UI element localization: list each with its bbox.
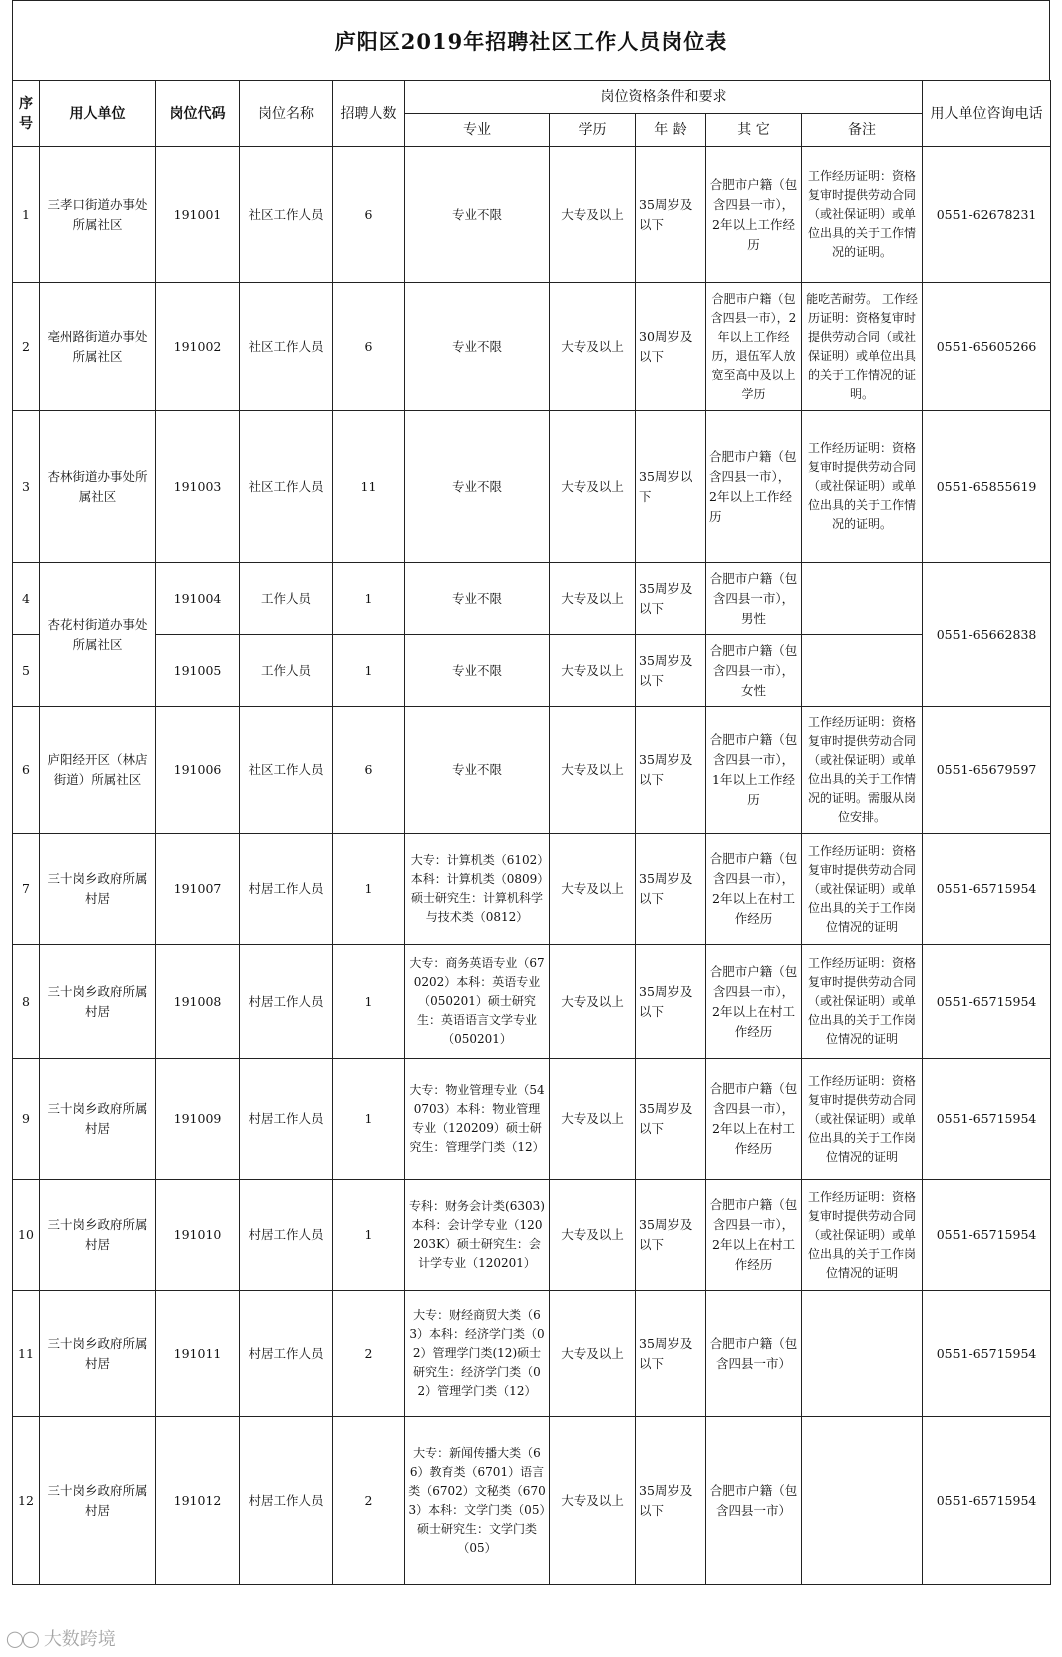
header-education: 学历	[550, 114, 636, 147]
cell-post: 村居工作人员	[240, 1291, 333, 1417]
cell-unit: 亳州路街道办事处所属社区	[40, 283, 156, 411]
cell-phone: 0551-65715954	[923, 834, 1051, 945]
cell-remark: 工作经历证明：资格复审时提供劳动合同（或社保证明）或单位出具的关于工作岗位情况的证明	[802, 834, 923, 945]
header-post: 岗位名称	[240, 81, 333, 147]
table-row	[13, 1417, 1051, 1585]
cell-education: 大专及以上	[550, 1417, 636, 1585]
table-row	[13, 1059, 1051, 1180]
cell-remark: 工作经历证明：资格复审时提供劳动合同（或社保证明）或单位出具的关于工作情况的证明。	[802, 411, 923, 563]
cell-other: 合肥市户籍（包含四县一市），2年以上工作经历	[706, 411, 802, 563]
cell-unit: 三十岗乡政府所属村居	[40, 1059, 156, 1180]
cell-post: 村居工作人员	[240, 1059, 333, 1180]
cell-remark: 工作经历证明：资格复审时提供劳动合同（或社保证明）或单位出具的关于工作岗位情况的证明	[802, 1059, 923, 1180]
cell-remark	[802, 1417, 923, 1585]
cell-education: 大专及以上	[550, 147, 636, 283]
cell-remark	[802, 563, 923, 635]
cell-post: 村居工作人员	[240, 1180, 333, 1291]
cell-age: 35周岁及以下	[636, 147, 706, 283]
cell-code: 191001	[156, 147, 240, 283]
cell-major: 大专：财经商贸大类（63）本科：经济学门类（02）管理学门类(12)硕士研究生：经济学门类（02）管理学门类（12）	[405, 1291, 550, 1417]
cell-post: 工作人员	[240, 563, 333, 635]
cell-code: 191007	[156, 834, 240, 945]
cell-other: 合肥市户籍（包含四县一市），女性	[706, 635, 802, 707]
cell-major: 专业不限	[405, 283, 550, 411]
cell-remark	[802, 635, 923, 707]
cell-phone: 0551-65715954	[923, 1291, 1051, 1417]
table-row	[13, 945, 1051, 1059]
watermark-logo-icon: ◯◯	[6, 1628, 38, 1648]
cell-phone: 0551-65605266	[923, 283, 1051, 411]
cell-phone: 0551-65715954	[923, 1417, 1051, 1585]
header-major: 专业	[405, 114, 550, 147]
cell-code: 191003	[156, 411, 240, 563]
cell-education: 大专及以上	[550, 411, 636, 563]
header-phone: 用人单位咨询电话	[923, 81, 1051, 147]
cell-age: 35周岁及以下	[636, 945, 706, 1059]
cell-unit: 三十岗乡政府所属村居	[40, 834, 156, 945]
cell-phone: 0551-65662838	[923, 563, 1051, 707]
cell-post: 工作人员	[240, 635, 333, 707]
header-code: 岗位代码	[156, 81, 240, 147]
cell-remark: 工作经历证明：资格复审时提供劳动合同（或社保证明）或单位出具的关于工作岗位情况的证明	[802, 945, 923, 1059]
cell-age: 35周岁及以下	[636, 1417, 706, 1585]
table-row	[13, 635, 1051, 707]
cell-age: 35周岁及以下	[636, 563, 706, 635]
cell-phone: 0551-62678231	[923, 147, 1051, 283]
cell-phone: 0551-65679597	[923, 707, 1051, 834]
cell-code: 191010	[156, 1180, 240, 1291]
cell-age: 35周岁及以下	[636, 1059, 706, 1180]
header-other: 其 它	[706, 114, 802, 147]
cell-seq: 10	[13, 1180, 40, 1291]
cell-other: 合肥市户籍（包含四县一市）	[706, 1417, 802, 1585]
cell-code: 191012	[156, 1417, 240, 1585]
cell-major: 大专：商务英语专业（670202）本科：英语专业（050201）硕士研究生：英语语言文学专业（050201）	[405, 945, 550, 1059]
cell-unit: 三十岗乡政府所属村居	[40, 1417, 156, 1585]
cell-count: 11	[333, 411, 405, 563]
cell-count: 6	[333, 283, 405, 411]
table-row	[13, 147, 1051, 283]
cell-other: 合肥市户籍（包含四县一市），2年以上在村工作经历	[706, 1180, 802, 1291]
cell-count: 1	[333, 1059, 405, 1180]
cell-education: 大专及以上	[550, 1180, 636, 1291]
cell-other: 合肥市户籍（包含四县一市），2年以上在村工作经历	[706, 1059, 802, 1180]
watermark-text: 大数跨境	[43, 1629, 116, 1650]
watermark	[6, 1625, 116, 1651]
cell-age: 35周岁及以下	[636, 1180, 706, 1291]
cell-phone: 0551-65715954	[923, 1180, 1051, 1291]
cell-code: 191002	[156, 283, 240, 411]
cell-education: 大专及以上	[550, 834, 636, 945]
job-table	[12, 80, 1051, 1585]
cell-phone: 0551-65715954	[923, 1059, 1051, 1180]
header-remark: 备注	[802, 114, 923, 147]
cell-major: 专科：财务会计类(6303)本科：会计学专业（120203K）硕士研究生：会计学专业（120201）	[405, 1180, 550, 1291]
cell-other: 合肥市户籍（包含四县一市）	[706, 1291, 802, 1417]
cell-count: 6	[333, 147, 405, 283]
cell-education: 大专及以上	[550, 283, 636, 411]
cell-major: 专业不限	[405, 411, 550, 563]
cell-post: 社区工作人员	[240, 411, 333, 563]
cell-seq: 9	[13, 1059, 40, 1180]
cell-post: 社区工作人员	[240, 707, 333, 834]
table-row	[13, 411, 1051, 563]
cell-seq: 12	[13, 1417, 40, 1585]
cell-major: 大专：计算机类（6102）本科：计算机类（0809）硕士研究生：计算机科学与技术类（0812）	[405, 834, 550, 945]
cell-unit: 三孝口街道办事处所属社区	[40, 147, 156, 283]
cell-major: 大专：物业管理专业（540703）本科：物业管理专业（120209）硕士研究生：管理学门类（12）	[405, 1059, 550, 1180]
document-page	[12, 0, 1050, 1657]
cell-major: 大专：新闻传播大类（66）教育类（6701）语言类（6702）文秘类（6703）本科：文学门类（05）硕士研究生：文学门类（05）	[405, 1417, 550, 1585]
table-row	[13, 707, 1051, 834]
cell-major: 专业不限	[405, 147, 550, 283]
cell-education: 大专及以上	[550, 635, 636, 707]
cell-education: 大专及以上	[550, 945, 636, 1059]
cell-code: 191008	[156, 945, 240, 1059]
cell-seq: 1	[13, 147, 40, 283]
cell-code: 191006	[156, 707, 240, 834]
cell-age: 30周岁及以下	[636, 283, 706, 411]
cell-count: 1	[333, 1180, 405, 1291]
cell-remark: 工作经历证明：资格复审时提供劳动合同（或社保证明）或单位出具的关于工作情况的证明。	[802, 147, 923, 283]
cell-seq: 3	[13, 411, 40, 563]
cell-seq: 7	[13, 834, 40, 945]
cell-other: 合肥市户籍（包含四县一市），2年以上工作经历，退伍军人放宽至高中及以上学历	[706, 283, 802, 411]
cell-seq: 5	[13, 635, 40, 707]
cell-code: 191011	[156, 1291, 240, 1417]
cell-post: 社区工作人员	[240, 283, 333, 411]
header-requirements: 岗位资格条件和要求	[405, 81, 923, 114]
cell-remark: 工作经历证明：资格复审时提供劳动合同（或社保证明）或单位出具的关于工作情况的证明。需服从岗位安排。	[802, 707, 923, 834]
cell-count: 6	[333, 707, 405, 834]
cell-unit: 三十岗乡政府所属村居	[40, 945, 156, 1059]
cell-seq: 8	[13, 945, 40, 1059]
cell-code: 191004	[156, 563, 240, 635]
cell-count: 2	[333, 1291, 405, 1417]
table-row	[13, 283, 1051, 411]
cell-post: 村居工作人员	[240, 834, 333, 945]
cell-age: 35周岁以下	[636, 411, 706, 563]
header-age: 年 龄	[636, 114, 706, 147]
cell-unit: 杏林街道办事处所属社区	[40, 411, 156, 563]
cell-age: 35周岁及以下	[636, 707, 706, 834]
cell-phone: 0551-65855619	[923, 411, 1051, 563]
table-row	[13, 1180, 1051, 1291]
cell-age: 35周岁及以下	[636, 635, 706, 707]
cell-code: 191009	[156, 1059, 240, 1180]
cell-unit: 三十岗乡政府所属村居	[40, 1291, 156, 1417]
cell-post: 社区工作人员	[240, 147, 333, 283]
table-row	[13, 834, 1051, 945]
cell-count: 2	[333, 1417, 405, 1585]
table-row	[13, 563, 1051, 635]
cell-major: 专业不限	[405, 707, 550, 834]
cell-code: 191005	[156, 635, 240, 707]
header-count: 招聘人数	[333, 81, 405, 147]
cell-education: 大专及以上	[550, 563, 636, 635]
cell-seq: 11	[13, 1291, 40, 1417]
cell-other: 合肥市户籍（包含四县一市），2年以上工作经历	[706, 147, 802, 283]
cell-remark	[802, 1291, 923, 1417]
cell-other: 合肥市户籍（包含四县一市），2年以上在村工作经历	[706, 834, 802, 945]
cell-other: 合肥市户籍（包含四县一市），2年以上在村工作经历	[706, 945, 802, 1059]
cell-other: 合肥市户籍（包含四县一市），男性	[706, 563, 802, 635]
cell-seq: 2	[13, 283, 40, 411]
cell-other: 合肥市户籍（包含四县一市），1年以上工作经历	[706, 707, 802, 834]
cell-unit: 杏花村街道办事处所属社区	[40, 563, 156, 707]
page-title: 庐阳区2019年招聘社区工作人员岗位表	[12, 0, 1050, 80]
cell-education: 大专及以上	[550, 1291, 636, 1417]
cell-post: 村居工作人员	[240, 945, 333, 1059]
cell-education: 大专及以上	[550, 1059, 636, 1180]
cell-unit: 庐阳经开区（林店街道）所属社区	[40, 707, 156, 834]
cell-remark: 工作经历证明：资格复审时提供劳动合同（或社保证明）或单位出具的关于工作岗位情况的证明	[802, 1180, 923, 1291]
cell-count: 1	[333, 834, 405, 945]
cell-phone: 0551-65715954	[923, 945, 1051, 1059]
header-seq: 序号	[13, 81, 40, 147]
cell-count: 1	[333, 635, 405, 707]
cell-education: 大专及以上	[550, 707, 636, 834]
header-unit: 用人单位	[40, 81, 156, 147]
cell-age: 35周岁及以下	[636, 1291, 706, 1417]
cell-post: 村居工作人员	[240, 1417, 333, 1585]
cell-count: 1	[333, 945, 405, 1059]
cell-count: 1	[333, 563, 405, 635]
cell-seq: 6	[13, 707, 40, 834]
cell-major: 专业不限	[405, 563, 550, 635]
cell-major: 专业不限	[405, 635, 550, 707]
cell-unit: 三十岗乡政府所属村居	[40, 1180, 156, 1291]
cell-age: 35周岁及以下	[636, 834, 706, 945]
cell-seq: 4	[13, 563, 40, 635]
cell-remark: 能吃苦耐劳。 工作经历证明：资格复审时提供劳动合同（或社保证明）或单位出具的关于工作情况的证明。	[802, 283, 923, 411]
table-row	[13, 1291, 1051, 1417]
